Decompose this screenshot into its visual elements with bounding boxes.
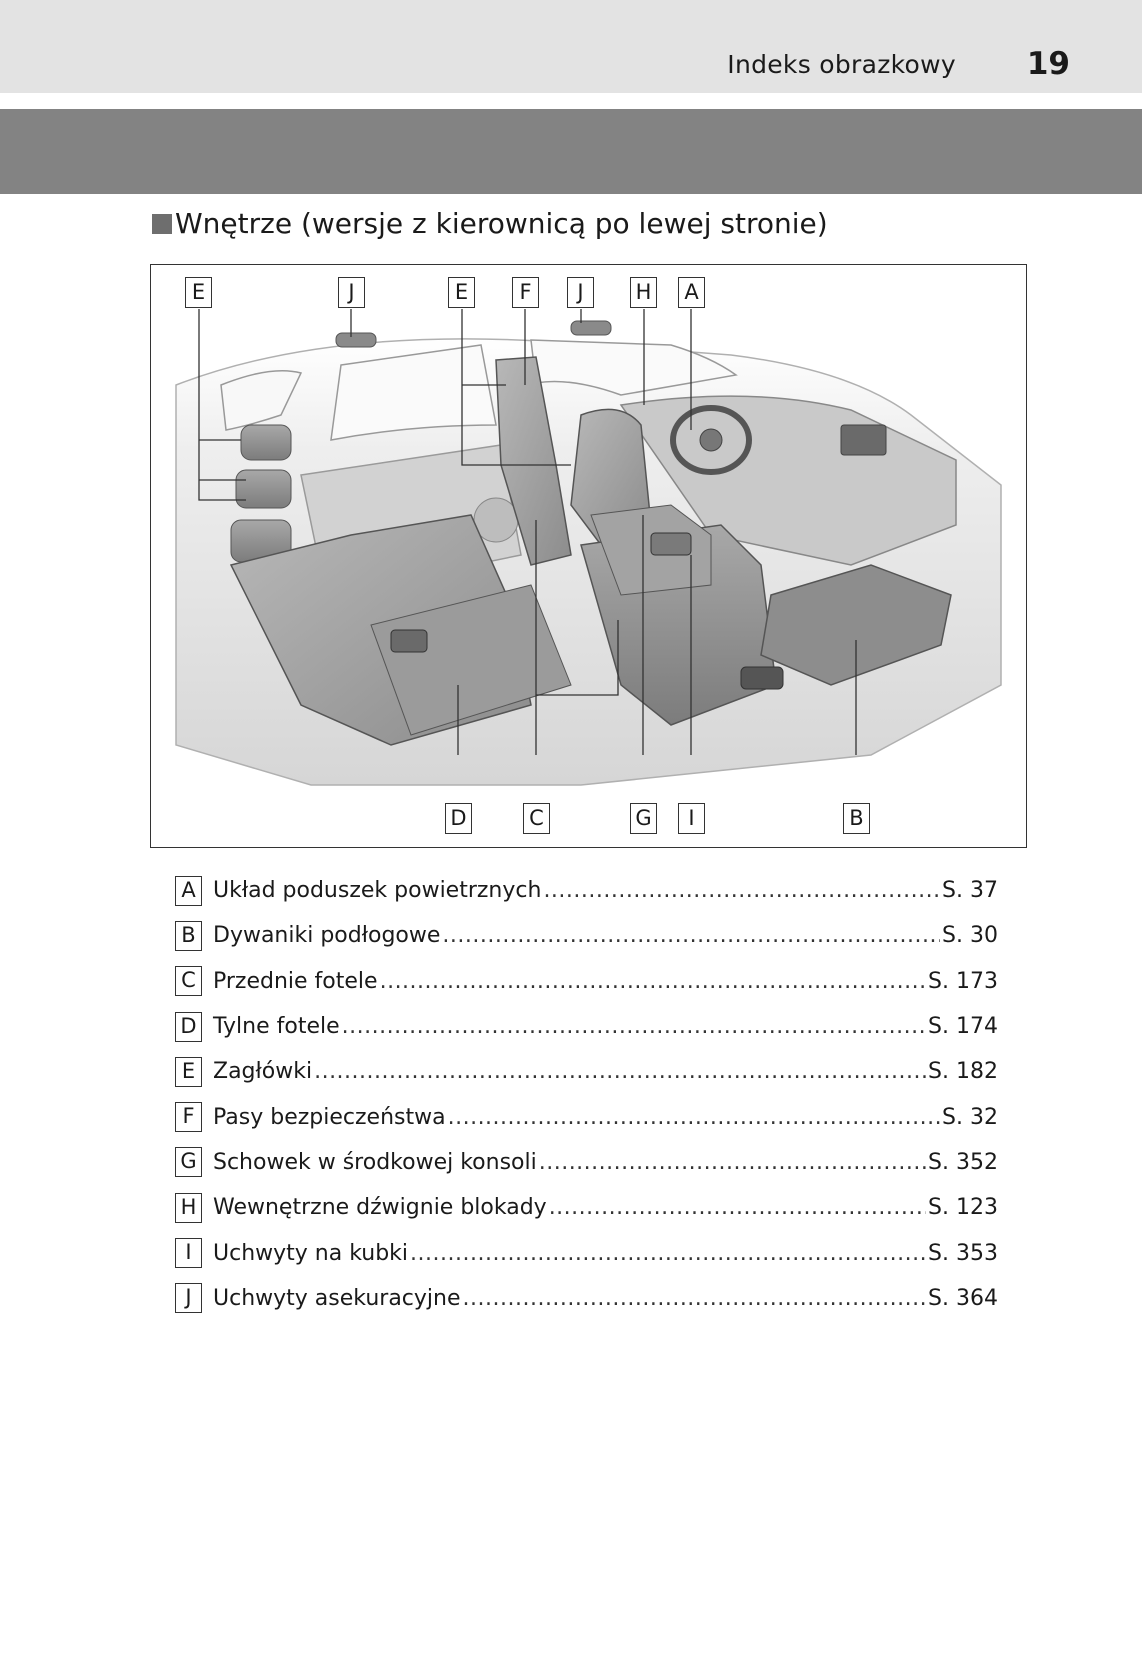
index-row — [175, 1004, 998, 1049]
dot-leader — [380, 969, 926, 994]
index-title: Uchwyty asekuracyjne — [213, 1285, 461, 1311]
car-interior-drawing — [151, 265, 1026, 847]
page-number: 19 — [1026, 46, 1070, 82]
figure-label-e-left: E — [185, 277, 212, 308]
index-row — [175, 1276, 998, 1321]
index-letter: I — [175, 1238, 202, 1268]
dot-leader — [442, 923, 940, 948]
index-title: Schowek w środkowej konsoli — [213, 1149, 537, 1175]
index-letter: E — [175, 1057, 202, 1087]
index-list — [175, 868, 998, 1321]
dot-leader — [448, 1105, 940, 1130]
dot-leader — [410, 1241, 926, 1266]
index-title: Zagłówki — [213, 1059, 313, 1085]
index-letter: D — [175, 1012, 202, 1042]
index-page-ref: S. 32 — [942, 1104, 998, 1130]
index-letter: A — [175, 876, 202, 906]
section-band — [0, 109, 1142, 194]
dot-leader — [539, 1150, 926, 1175]
figure-label-d: D — [445, 803, 472, 834]
interior-illustration — [150, 264, 1027, 848]
figure-label-c: C — [523, 803, 550, 834]
index-row — [175, 1140, 998, 1185]
index-letter: C — [175, 966, 202, 996]
index-row — [175, 1049, 998, 1094]
index-letter: G — [175, 1147, 202, 1177]
figure-label-j-right: J — [567, 277, 594, 308]
figure-label-e-right: E — [448, 277, 475, 308]
figure-label-j-left: J — [338, 277, 365, 308]
figure-label-g: G — [630, 803, 657, 834]
index-letter: J — [175, 1283, 202, 1313]
index-page-ref: S. 174 — [928, 1014, 998, 1040]
index-page-ref: S. 353 — [928, 1240, 998, 1266]
index-page-ref: S. 352 — [928, 1149, 998, 1175]
index-row — [175, 1230, 998, 1275]
section-title: Wnętrze (wersje z kierownicą po lewej stronie) — [175, 207, 828, 240]
index-page-ref: S. 37 — [942, 878, 998, 904]
index-title: Układ poduszek powietrznych — [213, 878, 542, 904]
index-letter: B — [175, 921, 202, 951]
dot-leader — [463, 1286, 927, 1311]
index-letter: H — [175, 1193, 202, 1223]
index-row — [175, 1094, 998, 1139]
index-title: Uchwyty na kubki — [213, 1240, 409, 1266]
square-bullet-icon — [152, 214, 172, 234]
index-page-ref: S. 364 — [928, 1285, 998, 1311]
header-band — [0, 0, 1142, 93]
index-letter: F — [175, 1102, 202, 1132]
figure-label-b: B — [843, 803, 870, 834]
dot-leader — [543, 878, 940, 903]
figure-label-a: A — [678, 277, 705, 308]
header-title: Indeks obrazkowy — [727, 50, 956, 79]
index-row — [175, 868, 998, 913]
index-row — [175, 959, 998, 1004]
index-page-ref: S. 182 — [928, 1059, 998, 1085]
figure-label-i: I — [678, 803, 705, 834]
figure-label-f: F — [512, 277, 539, 308]
index-title: Wewnętrzne dźwignie blokady — [213, 1195, 547, 1221]
section-heading — [152, 207, 828, 240]
index-title: Pasy bezpieczeństwa — [213, 1104, 446, 1130]
index-row — [175, 1185, 998, 1230]
figure-label-h: H — [630, 277, 657, 308]
dot-leader — [342, 1014, 926, 1039]
index-title: Przednie fotele — [213, 968, 378, 994]
dot-leader — [314, 1059, 926, 1084]
index-page-ref: S. 173 — [928, 968, 998, 994]
index-title: Tylne fotele — [213, 1014, 340, 1040]
index-page-ref: S. 30 — [942, 923, 998, 949]
dot-leader — [549, 1195, 926, 1220]
index-page-ref: S. 123 — [928, 1195, 998, 1221]
index-title: Dywaniki podłogowe — [213, 923, 441, 949]
index-row — [175, 913, 998, 958]
